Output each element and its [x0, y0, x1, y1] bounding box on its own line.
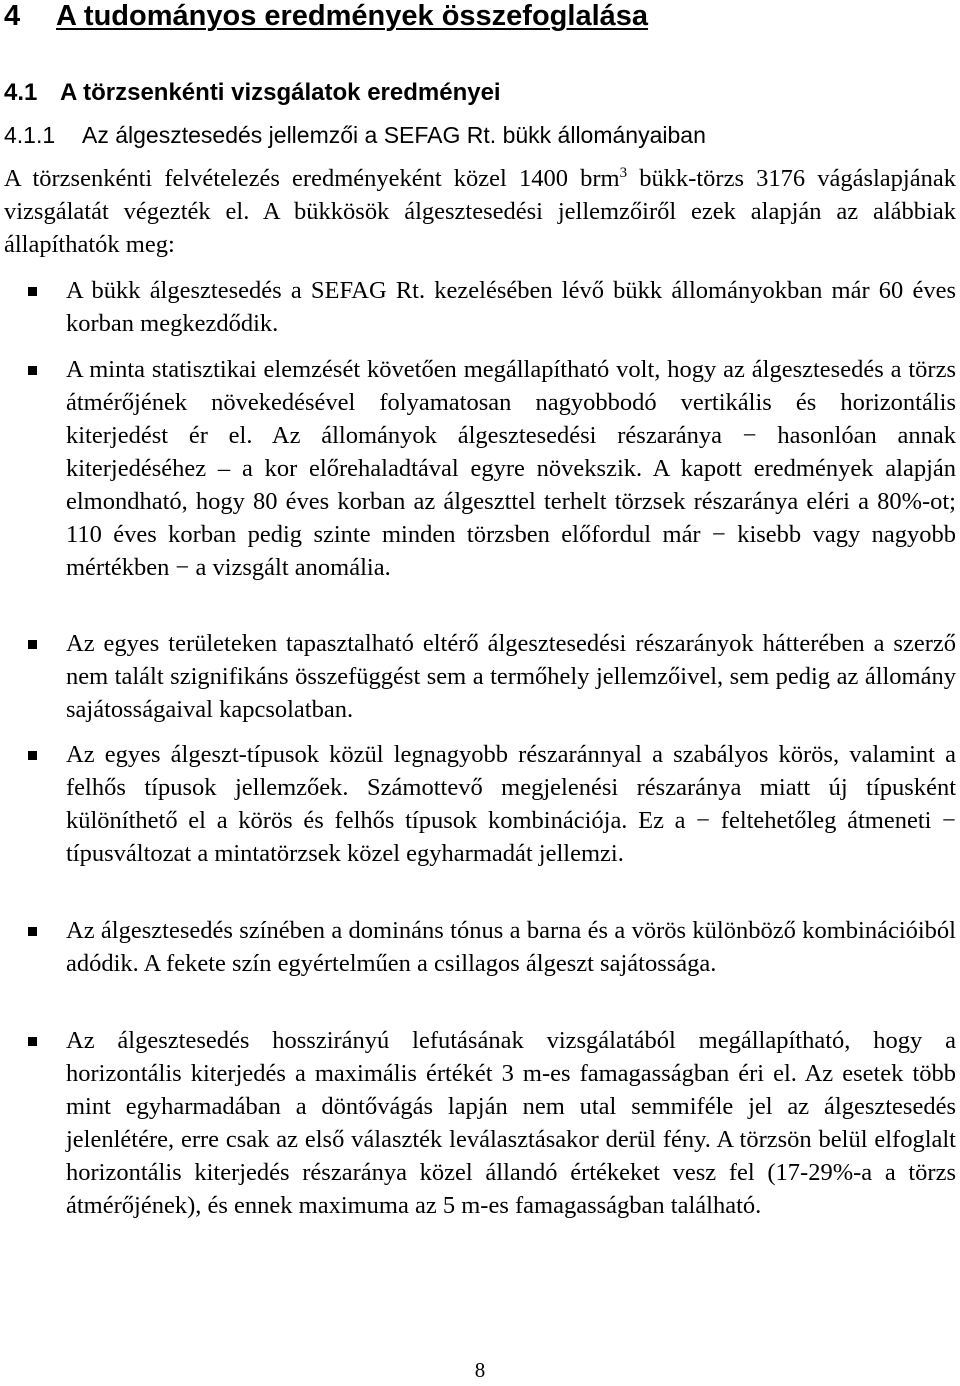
list-item-text: Az egyes területeken tapasztalható eltérő álgesztesedési részarányok hátterében a szerző nem talált szignifikáns összefüggést sem a termőhely jellemzőivel, sem pedig az állomány sajátosságaival kapcsolatban. — [66, 630, 956, 723]
list-item-text: A bükk álgesztesedés a SEFAG Rt. kezelésében lévő bükk állományokban már 60 éves korban megkezdődik. — [66, 277, 956, 337]
chapter-heading — [4, 0, 648, 36]
bullet-square-icon — [28, 927, 37, 936]
list-item-text: Az álgesztesedés színében a domináns tónus a barna és a vörös különböző kombinációiból adódik. A fekete szín egyértelműen a csillagos álgeszt sajátossága. — [66, 917, 956, 977]
list-item-text: Az egyes álgeszt-típusok közül legnagyobb részaránnyal a szabályos körös, valamint a felhős típusok jellemzőek. Számottevő megjelenési részaránya miatt új típusként különíthető el a körös és felhős típusok kombinációja. Ez a − feltehetőleg átmeneti − típusváltozat a mintatörzsek közel egyharmadát jellemzi. — [66, 741, 956, 867]
section-title: A törzsenkénti vizsgálatok eredményei — [60, 79, 501, 106]
page-number: 8 — [474, 1358, 486, 1382]
intro-superscript: 3 — [619, 164, 628, 181]
intro-text-part2: bükk-törzs 3176 vágáslapjának vizsgálatát végezték el. A bükkösök álgesztesedési jellemzőiről ezek alapján az alábbiak állapíthatók meg: — [4, 165, 956, 258]
chapter-number: 4 — [4, 0, 21, 32]
bullet-square-icon — [28, 751, 37, 760]
bullet-square-icon — [28, 640, 37, 649]
bullet-square-icon — [28, 1037, 37, 1046]
list-item-text: A minta statisztikai elemzését követően megállapítható volt, hogy az álgesztesedés a törzs átmérőjének növekedésével folyamatosan nagyobbodó vertikális és horizontális kiterjedést ér el. Az állományok álgesztesedési részaránya − hasonlóan annak kiterjedéséhez – a kor előrehaladtával egyre növekszik. A kapott eredmények alapján elmondható, hogy 80 éves korban az álgeszttel terhelt törzsek részaránya eléri a 80%-ot; 110 éves korban pedig szinte minden törzsben előfordul már − kisebb vagy nagyobb mértékben − a vizsgált anomália. — [66, 356, 956, 581]
intro-text-part1: A törzsenkénti felvételezés eredményeként közel 1400 brm — [4, 165, 620, 192]
subsection-title: Az álgesztesedés jellemzői a SEFAG Rt. bükk állományaiban — [82, 122, 706, 148]
intro-paragraph — [4, 162, 956, 261]
bullet-square-icon — [28, 287, 37, 296]
bullet-square-icon — [28, 366, 37, 375]
chapter-title: A tudományos eredmények összefoglalása — [56, 0, 649, 32]
subsection-number: 4.1.1 — [4, 122, 56, 148]
list-item-text: Az álgesztesedés hosszirányú lefutásának vizsgálatából megállapítható, hogy a horizontális kiterjedés a maximális értékét 3 m-es famagasságban éri el. Az esetek több mint egyharmadában a döntővágás lapján nem utal semmiféle jel az álgesztesedés jelenlétére, erre csak az első választék leválasztásakor derül fény. A törzsön belül elfoglalt horizontális kiterjedés részaránya közel állandó értékeket vesz fel (17-29%-a a törzs átmérőjének), és ennek maximuma az 5 m-es famagasságban található. — [66, 1027, 956, 1219]
section-heading — [4, 76, 501, 110]
section-number: 4.1 — [4, 79, 38, 106]
subsection-heading — [4, 119, 706, 151]
